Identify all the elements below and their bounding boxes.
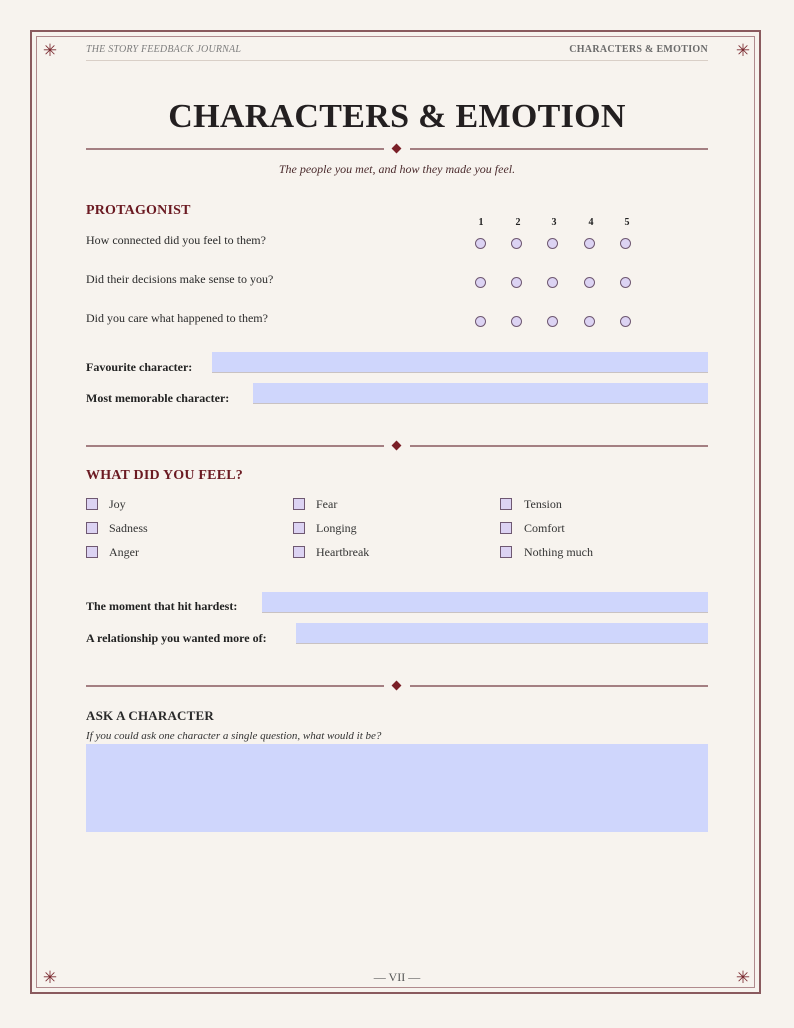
cared-rating-2-radio[interactable] (511, 316, 522, 327)
feeling-joy-label: Joy (109, 497, 126, 511)
feeling-tension-label: Tension (524, 497, 562, 511)
ask-character-heading: ASK A CHARACTER (86, 708, 214, 723)
connected-rating-2-radio[interactable] (511, 238, 522, 249)
relationship-field[interactable] (296, 623, 708, 644)
scale-label-3: 3 (551, 217, 557, 228)
decisions-rating-3-radio[interactable] (547, 277, 558, 288)
feeling-anger-checkbox[interactable] (86, 546, 98, 558)
ask-character-textarea[interactable] (86, 744, 708, 832)
page-number: — VII — (373, 970, 421, 984)
diamond-icon (392, 144, 402, 154)
memorable-character-field[interactable] (253, 383, 708, 404)
connected-rating-5-radio[interactable] (620, 238, 631, 249)
moment-hit-hardest-label: The moment that hit hardest: (86, 599, 238, 613)
favourite-character-field[interactable] (212, 352, 708, 373)
feeling-comfort-label: Comfort (524, 521, 565, 535)
running-section-name: CHARACTERS & EMOTION (569, 44, 708, 55)
scale-label-1: 1 (478, 217, 484, 228)
asterisk-ornament-icon: ✳ (42, 968, 58, 987)
asterisk-ornament-icon: ✳ (735, 968, 751, 987)
decisions-rating-2-radio[interactable] (511, 277, 522, 288)
asterisk-ornament-icon: ✳ (42, 41, 58, 60)
scale-label-2: 2 (515, 217, 521, 228)
asterisk-ornament-icon: ✳ (735, 41, 751, 60)
question-decisions: Did their decisions make sense to you? (86, 272, 274, 286)
feeling-anger-label: Anger (109, 545, 139, 559)
section-divider (86, 681, 708, 691)
feelings-heading: WHAT DID YOU FEEL? (86, 468, 243, 483)
page-title: CHARACTERS & EMOTION (168, 98, 626, 135)
feeling-heartbreak-label: Heartbreak (316, 545, 370, 559)
cared-rating-4-radio[interactable] (584, 316, 595, 327)
feeling-longing-checkbox[interactable] (293, 522, 305, 534)
feeling-tension-checkbox[interactable] (500, 498, 512, 510)
feeling-longing-label: Longing (316, 521, 357, 535)
connected-rating-4-radio[interactable] (584, 238, 595, 249)
feeling-fear-label: Fear (316, 497, 338, 511)
moment-hit-hardest-field[interactable] (262, 592, 708, 613)
favourite-character-label: Favourite character: (86, 360, 193, 374)
title-divider (86, 144, 708, 154)
decisions-rating-4-radio[interactable] (584, 277, 595, 288)
feeling-fear-checkbox[interactable] (293, 498, 305, 510)
page-frame-inner (36, 36, 755, 988)
section-divider (86, 441, 708, 451)
connected-rating-1-radio[interactable] (475, 238, 486, 249)
feeling-sadness-label: Sadness (109, 521, 148, 535)
cared-rating-1-radio[interactable] (475, 316, 486, 327)
protagonist-heading: PROTAGONIST (86, 203, 191, 218)
feeling-joy-checkbox[interactable] (86, 498, 98, 510)
cared-rating-3-radio[interactable] (547, 316, 558, 327)
page-subtitle: The people you met, and how they made you feel. (278, 162, 516, 176)
cared-rating-5-radio[interactable] (620, 316, 631, 327)
memorable-character-label: Most memorable character: (86, 391, 230, 405)
feeling-nothing-much-label: Nothing much (524, 545, 593, 559)
journal-name: THE STORY FEEDBACK JOURNAL (86, 44, 242, 55)
question-connected: How connected did you feel to them? (86, 233, 266, 247)
scale-label-4: 4 (588, 217, 594, 228)
diamond-icon (392, 441, 402, 451)
header-rule (86, 60, 708, 61)
decisions-rating-5-radio[interactable] (620, 277, 631, 288)
feeling-nothing-much-checkbox[interactable] (500, 546, 512, 558)
decisions-rating-1-radio[interactable] (475, 277, 486, 288)
question-cared: Did you care what happened to them? (86, 311, 268, 325)
feeling-comfort-checkbox[interactable] (500, 522, 512, 534)
diamond-icon (392, 681, 402, 691)
feeling-sadness-checkbox[interactable] (86, 522, 98, 534)
feeling-heartbreak-checkbox[interactable] (293, 546, 305, 558)
connected-rating-3-radio[interactable] (547, 238, 558, 249)
ask-character-prompt: If you could ask one character a single question, what would it be? (86, 730, 382, 742)
scale-label-5: 5 (624, 217, 630, 228)
relationship-label: A relationship you wanted more of: (86, 631, 267, 645)
